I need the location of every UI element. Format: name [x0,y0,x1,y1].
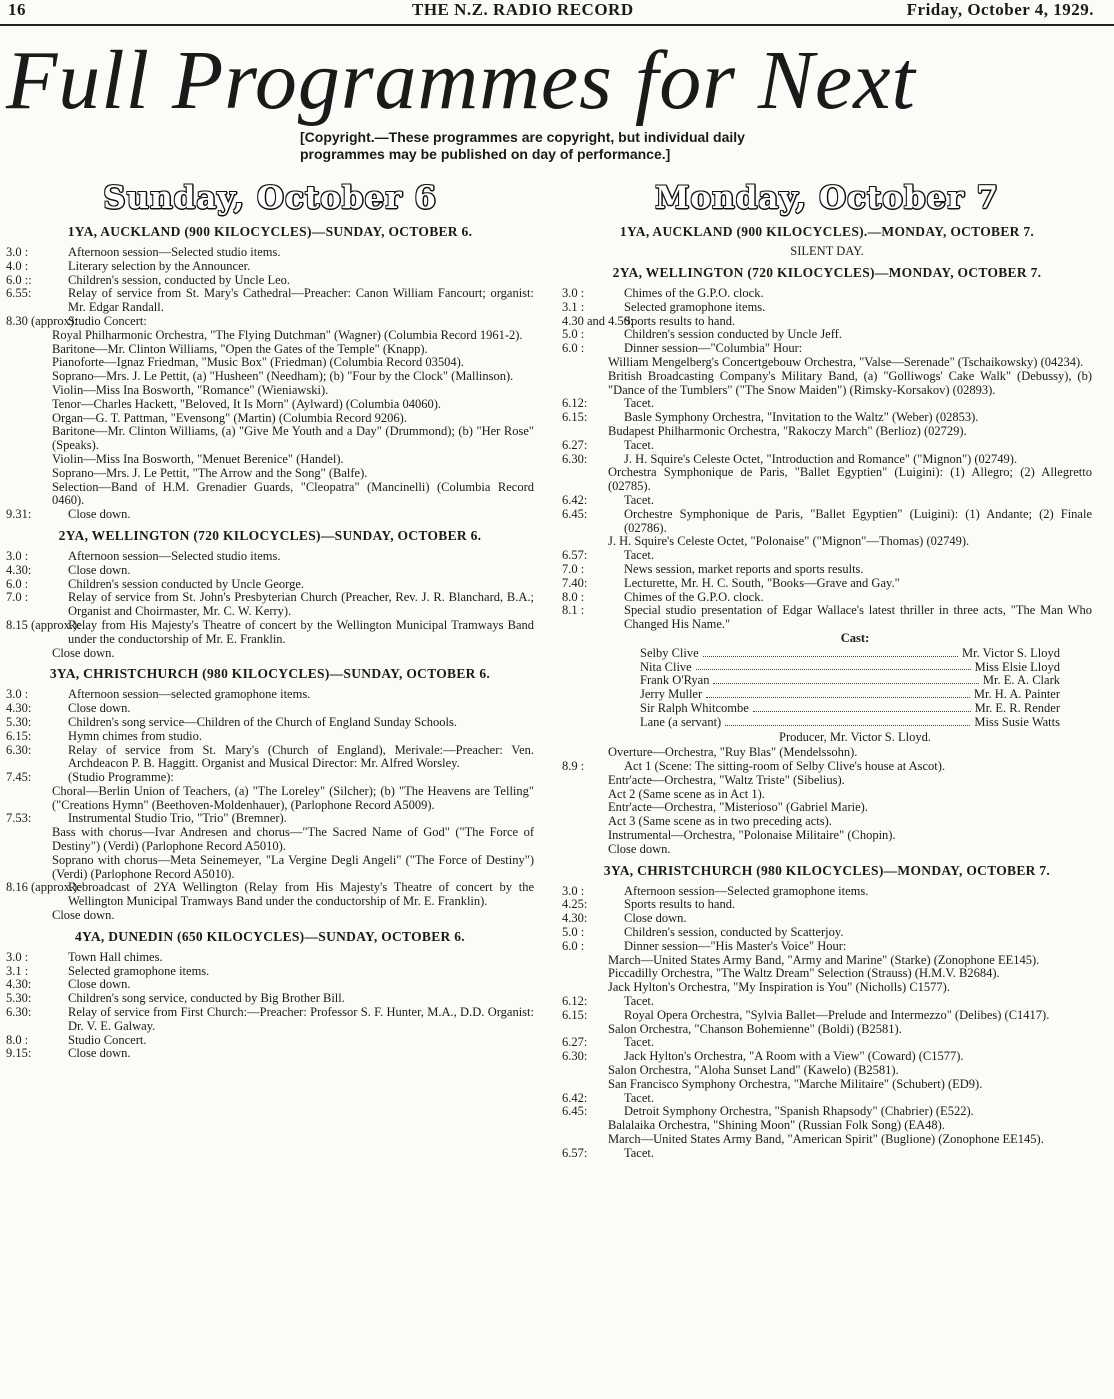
program-entry [562,591,1092,605]
issue-date: Friday, October 4, 1929. [906,0,1094,19]
cast-role: Selby Clive [640,645,699,660]
program-entry [562,508,1092,536]
sunday-column [6,180,534,1067]
entry-text: Special studio presentation of Edgar Wallace's latest thriller in three acts, "The Man Who Changed His Name." [624,603,1092,632]
entry-text: Piccadilly Orchestra, "The Waltz Dream" Selection (Strauss) (H.M.V. B2684). [608,966,1000,981]
entry-time: 7.40: [562,575,588,590]
entry-time: 3.0 : [562,883,585,898]
entry-time: 3.0 : [6,548,29,563]
entry-text: Soprano with chorus—Meta Seinemeyer, "La Vergine Degli Angeli" ("The Force of Destiny") (Verdi) (Parlophone Record A5010). [52,852,534,881]
entry-text: Close down. [52,908,115,923]
cast-role: Sir Ralph Whitcombe [640,700,749,715]
entry-time: 6.57: [562,548,588,563]
program-entry [562,1092,1092,1106]
cast-role: Frank O'Ryan [640,673,710,688]
cast-actor: Mr. H. A. Painter [973,687,1060,702]
station-section [6,929,534,1061]
entry-text: Organ—G. T. Pattman, "Evensong" (Martin) (Columbia Record 9206). [52,410,407,425]
sunday-heading: Sunday, October 6 [103,180,437,216]
program-entry [6,730,534,744]
program-entry [6,246,534,260]
program-entry [562,425,1092,439]
entry-text: Dinner session—"Columbia" Hour: [624,341,803,356]
entry-time: 4.30 and 4.50: [562,313,634,328]
entry-text: Tacet. [624,492,655,507]
entry-text: Entr'acte—Orchestra, "Waltz Triste" (Sibelius). [608,772,845,787]
entry-text: Basle Symphony Orchestra, "Invitation to the Waltz" (Weber) (02853). [624,410,979,425]
program-entry [562,760,1092,774]
program-entry [6,688,534,702]
program-entry [562,1078,1092,1092]
entry-text: March—United States Army Band, "Army and Marine" (Starke) (Zonophone EE145). [608,952,1040,967]
program-entry [562,788,1092,802]
cast-title: Cast: [840,630,870,645]
entry-text: Close down. [68,977,131,992]
entry-text: Town Hall chimes. [68,949,163,964]
station-section [6,666,534,923]
entry-time: 8.16 (approx.): [6,880,81,895]
station-heading: 4YA, DUNEDIN (650 KILOCYCLES)—SUNDAY, OCTOBER 6. [75,928,465,944]
program-entry [6,356,534,370]
cast-actor: Miss Susie Watts [974,714,1060,729]
program-entry [6,881,534,909]
program-entry [6,453,534,467]
station-subtitle: SILENT DAY. [790,244,864,258]
leader-dots [713,674,978,684]
program-entry [6,978,534,992]
cast-role: Jerry Muller [640,687,703,702]
entry-text: Close down. [624,911,687,926]
entry-time: 4.0 : [6,258,29,273]
entry-time: 8.0 : [562,589,585,604]
program-entry [562,954,1092,968]
entry-text: Relay of service from St. John's Presbyterian Church (Preacher, Rev. J. R. Blanchard, B.A.; Organist and Choirmaster, Mr. C. W. Kerry). [68,590,534,619]
cast-actor: Mr. E. A. Clark [982,673,1060,688]
monday-sections [562,224,1092,1161]
program-entry [562,439,1092,453]
entry-text: Violin—Miss Ina Bosworth, "Menuet Berenice" (Handel). [52,451,344,466]
entry-text: Instrumental—Orchestra, "Polonaise Militaire" (Chopin). [608,828,896,843]
cast-role: Lane (a servant) [640,714,722,729]
cast-row [618,647,1060,661]
entry-time: 6.55: [6,286,32,301]
program-entry [6,826,534,854]
entry-text: Children's song service—Children of the Church of England Sunday Schools. [68,714,458,729]
entry-time: 6.12: [562,396,588,411]
program-entry [6,771,534,785]
entry-time: 6.15: [6,728,32,743]
entry-text: (Studio Programme): [68,770,174,785]
entry-text: Detroit Symphony Orchestra, "Spanish Rhapsody" (Chabrier) (E522). [624,1104,974,1119]
entry-time: 6.15: [562,410,588,425]
program-entry [6,315,534,329]
entry-time: 6.30: [562,1049,588,1064]
program-entry [6,508,534,522]
program-entry [6,578,534,592]
entry-text: Tacet. [624,548,655,563]
entry-text: Baritone—Mr. Clinton Williams, "Open the Gates of the Temple" (Knapp). [52,341,428,356]
entry-text: Close down. [68,507,131,522]
station-section [562,224,1092,259]
program-entry [562,1050,1092,1064]
entry-time: 6.45: [562,506,588,521]
station-heading: 3YA, CHRISTCHURCH (980 KILOCYCLES)—MONDAY, OCTOBER 7. [603,862,1051,878]
program-entry [562,370,1092,398]
leader-dots [725,716,970,726]
program-entry [562,315,1092,329]
entry-text: Afternoon session—selected gramophone items. [68,687,311,702]
program-entry [6,260,534,274]
program-entry [562,995,1092,1009]
program-entry [562,967,1092,981]
entry-text: Baritone—Mr. Clinton Williams, (a) "Give Me Youth and a Day" (Drummond); (b) "Her Rose" (Speaks). [52,424,534,453]
entry-text: British Broadcasting Company's Military Band, (a) "Golliwogs' Cake Walk" (Debussy), (b) "Dance of the Tumblers" ("The Snow Maiden") (Rimsky-Korsakov) (02893). [608,368,1092,397]
program-entry [562,604,1092,632]
entry-text: Afternoon session—Selected studio items. [68,245,281,259]
program-entry [562,815,1092,829]
program-entry [562,563,1092,577]
program-entry [6,384,534,398]
station-heading: 1YA, AUCKLAND (900 KILOCYCLES)—SUNDAY, OCTOBER 6. [67,224,473,239]
entry-text: Chimes of the G.P.O. clock. [624,286,764,300]
station-heading: 2YA, WELLINGTON (720 KILOCYCLES)—SUNDAY, OCTOBER 6. [58,527,482,543]
station-section [6,528,534,660]
entry-text: March—United States Army Band, "American Spirit" (Buglione) (Zonophone EE145). [608,1132,1044,1147]
entry-time: 3.0 : [6,245,29,259]
program-entry [6,412,534,426]
program-entry [562,898,1092,912]
cast-row [618,702,1060,716]
program-entry [6,619,534,647]
program-entry [6,274,534,288]
station-heading: 1YA, AUCKLAND (900 KILOCYCLES).—MONDAY, OCTOBER 7. [619,224,1035,239]
station-section [562,863,1092,1161]
leader-dots [703,647,958,657]
cast-row [618,716,1060,730]
program-entry [6,716,534,730]
leader-dots [753,702,971,712]
program-entry [6,812,534,826]
entry-time: 8.9 : [562,759,585,774]
entry-time: 5.0 : [562,925,585,940]
publication-title: THE N.Z. RADIO RECORD [412,0,634,19]
entry-time: 6.30: [6,742,32,757]
entry-time: 6.12: [562,994,588,1009]
entry-text: Afternoon session—Selected gramophone items. [624,883,869,898]
entry-text: Act 3 (Same scene as in two preceding acts). [608,814,832,829]
entry-text: Relay from His Majesty's Theatre of concert by the Wellington Municipal Tramways Band under the conductorship of Mr. E. Franklin. [68,617,534,646]
program-entry [562,1009,1092,1023]
entry-time: 6.42: [562,492,588,507]
entry-time: 6.45: [562,1104,588,1119]
program-entry [6,343,534,357]
entry-text: Tenor—Charles Hackett, "Beloved, It Is Morn" (Aylward) (Columbia 04060). [52,396,441,411]
entry-text: Lecturette, Mr. H. C. South, "Books—Grave and Gay." [624,575,900,590]
entry-time: 5.30: [6,714,32,729]
program-entry [562,342,1092,356]
entry-text: Close down. [52,645,115,660]
entry-text: Studio Concert. [68,1032,147,1047]
program-entry [562,287,1092,301]
entry-text: Close down. [68,562,131,577]
program-entry [562,411,1092,425]
entry-text: Orchestra Symphonique de Paris, "Ballet Egyptien" (Luigini): (1) Allegro; (2) Allegretto (02785). [608,465,1092,494]
entry-time: 6.57: [562,1145,588,1160]
program-entry [6,647,534,661]
entry-text: Violin—Miss Ina Bosworth, "Romance" (Wieniawski). [52,382,329,397]
entry-text: Relay of service from St. Mary's (Church of England), Merivale:—Preacher: Ven. Archdeacon P. B. Haggitt. Organist and Musical Director: Mr. Alfred Worsley. [68,742,534,771]
entry-time: 7.0 : [562,561,585,576]
entry-text: Selected gramophone items. [624,299,766,314]
program-entry [6,287,534,315]
entry-text: Soprano—Mrs. J. Le Pettit, "The Arrow and the Song" (Balfe). [52,465,368,480]
program-entry [562,328,1092,342]
program-entry [6,467,534,481]
program-entry [562,301,1092,315]
entry-text: Rebroadcast of 2YA Wellington (Relay from His Majesty's Theatre of concert by the Wellington Municipal Tramways Band under the conductorship of Mr. E. Franklin). [68,880,534,909]
entry-text: Studio Concert: [68,313,147,328]
entry-text: Close down. [68,1046,131,1061]
entry-text: Jack Hylton's Orchestra, "My Inspiration is You" (Nicholls) C1577). [608,980,950,995]
copyright-note: [Copyright.—These programmes are copyright, but individual daily programmes may be published on day of performance.] [300,129,745,162]
entry-text: Children's session conducted by Uncle George. [68,576,304,591]
entry-text: Overture—Orchestra, "Ruy Blas" (Mendelssohn). [608,745,858,760]
entry-text: Children's session, conducted by Uncle Leo. [68,272,290,287]
program-entry [6,1047,534,1061]
entry-time: 6.42: [562,1090,588,1105]
entry-time: 8.30 (approx): [6,313,78,328]
program-entry [6,370,534,384]
entry-time: 6.30: [562,451,588,466]
entry-text: Chimes of the G.P.O. clock. [624,589,764,604]
monday-column [562,180,1092,1167]
entry-time: 9.15: [6,1046,32,1061]
entry-text: Tacet. [624,437,655,452]
entry-text: Sports results to hand. [624,313,736,328]
entry-time: 6.0 : [562,341,585,356]
station-section [6,224,534,522]
entry-time: 8.15 (approx.): [6,617,81,632]
program-entry [6,951,534,965]
page-number: 16 [8,0,26,19]
entry-text: Close down. [608,841,671,856]
program-entry [562,843,1092,857]
program-entry [6,425,534,453]
program-entry [562,1023,1092,1037]
entry-time: 6.0 : [562,938,585,953]
program-entry [562,801,1092,815]
entry-time: 9.31: [6,507,32,522]
entry-time: 6.0 : [6,576,29,591]
entry-text: J. H. Squire's Celeste Octet, "Polonaise" ("Mignon"—Thomas) (02749). [608,534,970,549]
entry-text: Tacet. [624,1145,655,1160]
program-entry [562,940,1092,954]
entry-time: 6.30: [6,1005,32,1020]
program-entry [562,774,1092,788]
cast-actor: Miss Elsie Lloyd [974,659,1060,674]
cast-actor: Mr. E. R. Render [974,700,1060,715]
program-entry [6,481,534,509]
cast-actor: Mr. Victor S. Lloyd [962,645,1060,660]
entry-text: Dinner session—"His Master's Voice" Hour: [624,938,847,953]
entry-time: 4.30: [6,562,32,577]
program-entry [562,1147,1092,1161]
program-entry [562,1119,1092,1133]
entry-time: 3.1 : [562,299,585,314]
entry-text: Orchestre Symphonique de Paris, "Ballet Egyptien" (Luigini): (1) Andante; (2) Finale (02786). [624,506,1092,535]
entry-time: 3.1 : [6,963,29,978]
entry-text: Literary selection by the Announcer. [68,258,251,273]
entry-time: 4.30: [562,911,588,926]
entry-text: Salon Orchestra, "Aloha Sunset Land" (Kawelo) (B2581). [608,1063,899,1078]
program-entry [562,1105,1092,1119]
entry-time: 6.15: [562,1007,588,1022]
entry-text: Jack Hylton's Orchestra, "A Room with a View" (Coward) (C1577). [624,1049,964,1064]
entry-time: 3.0 : [6,949,29,964]
program-entry [562,981,1092,995]
program-entry [562,885,1092,899]
entry-time: 5.0 : [562,327,585,342]
entry-text: Pianoforte—Ignaz Friedman, "Music Box" (Friedman) (Columbia Record 03504). [52,355,464,370]
program-entry [562,466,1092,494]
entry-text: Entr'acte—Orchestra, "Misterioso" (Gabriel Marie). [608,800,868,815]
program-entry [562,577,1092,591]
entry-text: Relay of service from St. Mary's Cathedral—Preacher: Canon William Fancourt; organist: Mr. Edgar Randall. [68,286,534,315]
program-entry [6,1034,534,1048]
entry-time: 6.0 :: [6,272,32,287]
program-entry [6,702,534,716]
entry-time: 7.0 : [6,590,29,605]
entry-time: 4.30: [6,977,32,992]
program-entry [562,453,1092,467]
entry-text: Bass with chorus—Ivar Andresen and chorus—"The Sacred Name of God" ("The Force of Destiny") (Verdi) (Parlophone Record A5010). [52,825,534,854]
cast-list [562,632,1092,744]
program-entry [6,591,534,619]
entry-time: 4.30: [6,701,32,716]
entry-text: Hymn chimes from studio. [68,728,203,743]
station-heading: 2YA, WELLINGTON (720 KILOCYCLES)—MONDAY, OCTOBER 7. [612,265,1042,280]
program-entry [562,549,1092,563]
cast-row [618,674,1060,688]
entry-text: Close down. [68,701,131,716]
entry-text: Children's session conducted by Uncle Jeff. [624,327,842,342]
program-entry [6,785,534,813]
program-entry [562,494,1092,508]
entry-text: Act 2 (Same scene as in Act 1). [608,786,765,801]
program-entry [562,535,1092,549]
entry-text: Children's session, conducted by Scatterjoy. [624,925,844,940]
station-heading: 3YA, CHRISTCHURCH (980 KILOCYCLES)—SUNDAY, OCTOBER 6. [49,666,491,682]
leader-dots [706,688,970,698]
entry-text: Choral—Berlin Union of Teachers, (a) "The Loreley" (Silcher); (b) "The Heavens are Telling" ("Creations Hymn" (Beethoven-Moldenhauer), (Parlophone Record A5009). [52,783,534,812]
entry-time: 8.0 : [6,1032,29,1047]
entry-time: 3.0 : [562,286,585,300]
entry-time: 6.27: [562,437,588,452]
program-entry [6,909,534,923]
entry-text: Tacet. [624,396,655,411]
page-banner: Full Programmes for Next [6,34,916,127]
entry-text: Selection—Band of H.M. Grenadier Guards, "Cleopatra" (Mancinelli) (Columbia Record 0460). [52,479,534,508]
entry-time: 3.0 : [6,687,29,702]
program-entry [562,356,1092,370]
cast-role: Nita Clive [640,659,692,674]
monday-heading: Monday, October 7 [655,180,999,216]
program-entry [6,854,534,882]
entry-text: Royal Opera Orchestra, "Sylvia Ballet—Prelude and Intermezzo" (Delibes) (C1417). [624,1007,1050,1022]
entry-time: 7.53: [6,811,32,826]
program-entry [6,564,534,578]
program-entry [562,912,1092,926]
entry-time: 7.45: [6,770,32,785]
entry-text: Soprano—Mrs. J. Le Pettit, (a) "Husheen" (Needham); (b) "Four by the Clock" (Mallinson). [52,369,514,384]
entry-text: Salon Orchestra, "Chanson Bohemienne" (Boldi) (B2581). [608,1021,902,1036]
cast-row [618,661,1060,675]
entry-text: Tacet. [624,1035,655,1050]
program-entry [6,744,534,772]
program-entry [6,1006,534,1034]
program-entry [562,397,1092,411]
entry-text: Budapest Philharmonic Orchestra, "Rakoczy March" (Berlioz) (02729). [608,423,967,438]
entry-text: Children's song service, conducted by Big Brother Bill. [68,991,345,1006]
cast-producer: Producer, Mr. Victor S. Lloyd. [779,729,931,744]
entry-text: San Francisco Symphony Orchestra, "Marche Militaire" (Schubert) (ED9). [608,1076,983,1091]
program-entry [6,965,534,979]
entry-text: J. H. Squire's Celeste Octet, "Introduction and Romance" ("Mignon") (02749). [624,451,1018,466]
entry-text: Relay of service from First Church:—Preacher: Professor S. F. Hunter, M.A., D.D. Organist: Dr. V. E. Galway. [68,1005,534,1033]
program-entry [6,550,534,564]
entry-text: News session, market reports and sports results. [624,561,864,576]
program-entry [6,398,534,412]
entry-time: 5.30: [6,991,32,1006]
cast-row [618,688,1060,702]
program-entry [6,992,534,1006]
entry-text: Sports results to hand. [624,897,736,912]
entry-time: 4.25: [562,897,588,912]
program-entry [562,1133,1092,1147]
entry-text: William Mengelberg's Concertgebouw Orchestra, "Valse—Serenade" (Tschaikowsky) (04234). [608,354,1084,369]
entry-text: Balalaika Orchestra, "Shining Moon" (Russian Folk Song) (EA48). [608,1118,945,1133]
program-entry [6,329,534,343]
entry-time: 6.27: [562,1035,588,1050]
entry-text: Tacet. [624,994,655,1009]
entry-text: Instrumental Studio Trio, "Trio" (Bremner). [68,811,287,826]
sunday-sections [6,224,534,1061]
program-entry [562,746,1092,760]
entry-time: 8.1 : [562,603,585,618]
leader-dots [696,661,971,671]
program-entry [562,926,1092,940]
program-entry [562,1036,1092,1050]
entry-text: Royal Philharmonic Orchestra, "The Flying Dutchman" (Wagner) (Columbia Record 1961-2). [52,327,523,342]
entry-text: Selected gramophone items. [68,963,210,978]
entry-text: Afternoon session—Selected studio items. [68,548,281,563]
entry-text: Act 1 (Scene: The sitting-room of Selby Clive's house at Ascot). [624,759,946,774]
entry-text: Tacet. [624,1090,655,1105]
program-entry [562,1064,1092,1078]
program-entry [562,829,1092,843]
station-section [562,265,1092,857]
masthead [0,0,1114,26]
